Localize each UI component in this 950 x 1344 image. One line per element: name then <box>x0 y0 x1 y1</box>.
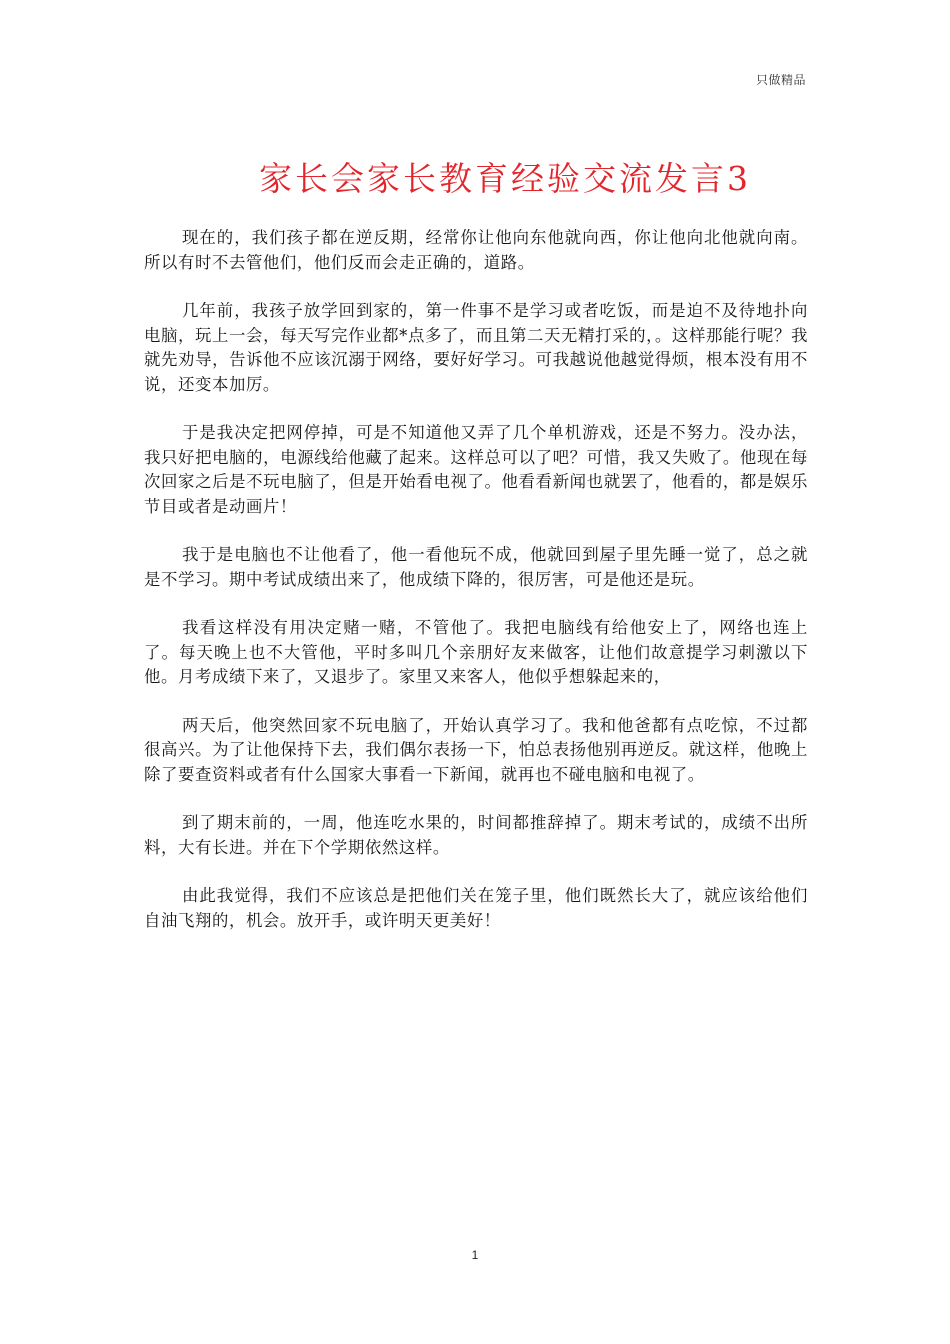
document-body <box>144 226 808 957</box>
paragraph-1: 现在的，我们孩子都在逆反期，经常你让他向东他就向西，你让他向北他就向南。所以有时不去管他们，他们反而会走正确的，道路。 <box>144 228 808 272</box>
paragraph-8: 由此我觉得，我们不应该总是把他们关在笼子里，他们既然长大了，就应该给他们自油飞翔的，机会。放开手，或许明天更美好！ <box>144 886 808 930</box>
document-title: 家长会家长教育经验交流发言3 <box>259 159 751 198</box>
paragraph-5: 我看这样没有用决定赌一赌，不管他了。我把电脑线有给他安上了，网络也连上了。每天晚上也不大管他，平时多叫几个亲朋好友来做客，让他们故意提学习刺激以下他。月考成绩下来了，又退步了。家里又来客人，他似乎想躲起来的， <box>144 618 808 686</box>
paragraph-4: 我于是电脑也不让他看了，他一看他玩不成，他就回到屋子里先睡一觉了，总之就是不学习。期中考试成绩出来了，他成绩下降的，很厉害，可是他还是玩。 <box>144 545 808 589</box>
header-note: 只做精品 <box>755 73 806 87</box>
page-number: 1 <box>471 1248 479 1262</box>
paragraph-2: 几年前，我孩子放学回到家的，第一件事不是学习或者吃饭，而是迫不及待地扑向电脑，玩上一会，每天写完作业都*点多了，而且第二天无精打采的，。这样那能行呢？我就先劝导，告诉他不应该沉溺于网络，要好好学习。可我越说他越觉得烦，根本没有用不说，还变本加厉。 <box>144 301 808 394</box>
paragraph-3: 于是我决定把网停掉，可是不知道他又弄了几个单机游戏，还是不努力。没办法，我只好把电脑的，电源线给他藏了起来。这样总可以了吧？可惜，我又失败了。他现在每次回家之后是不玩电脑了，但是开始看电视了。他看看新闻也就罢了，他看的，都是娱乐节目或者是动画片！ <box>144 423 808 516</box>
paragraph-6: 两天后，他突然回家不玩电脑了，开始认真学习了。我和他爸都有点吃惊，不过都很高兴。为了让他保持下去，我们偶尔表扬一下，怕总表扬他别再逆反。就这样，他晚上除了要查资料或者有什么国家大事看一下新闻，就再也不碰电脑和电视了。 <box>144 715 808 784</box>
paragraph-7: 到了期末前的，一周，他连吃水果的，时间都推辞掉了。期末考试的，成绩不出所料，大有长进。并在下个学期依然这样。 <box>144 813 808 857</box>
